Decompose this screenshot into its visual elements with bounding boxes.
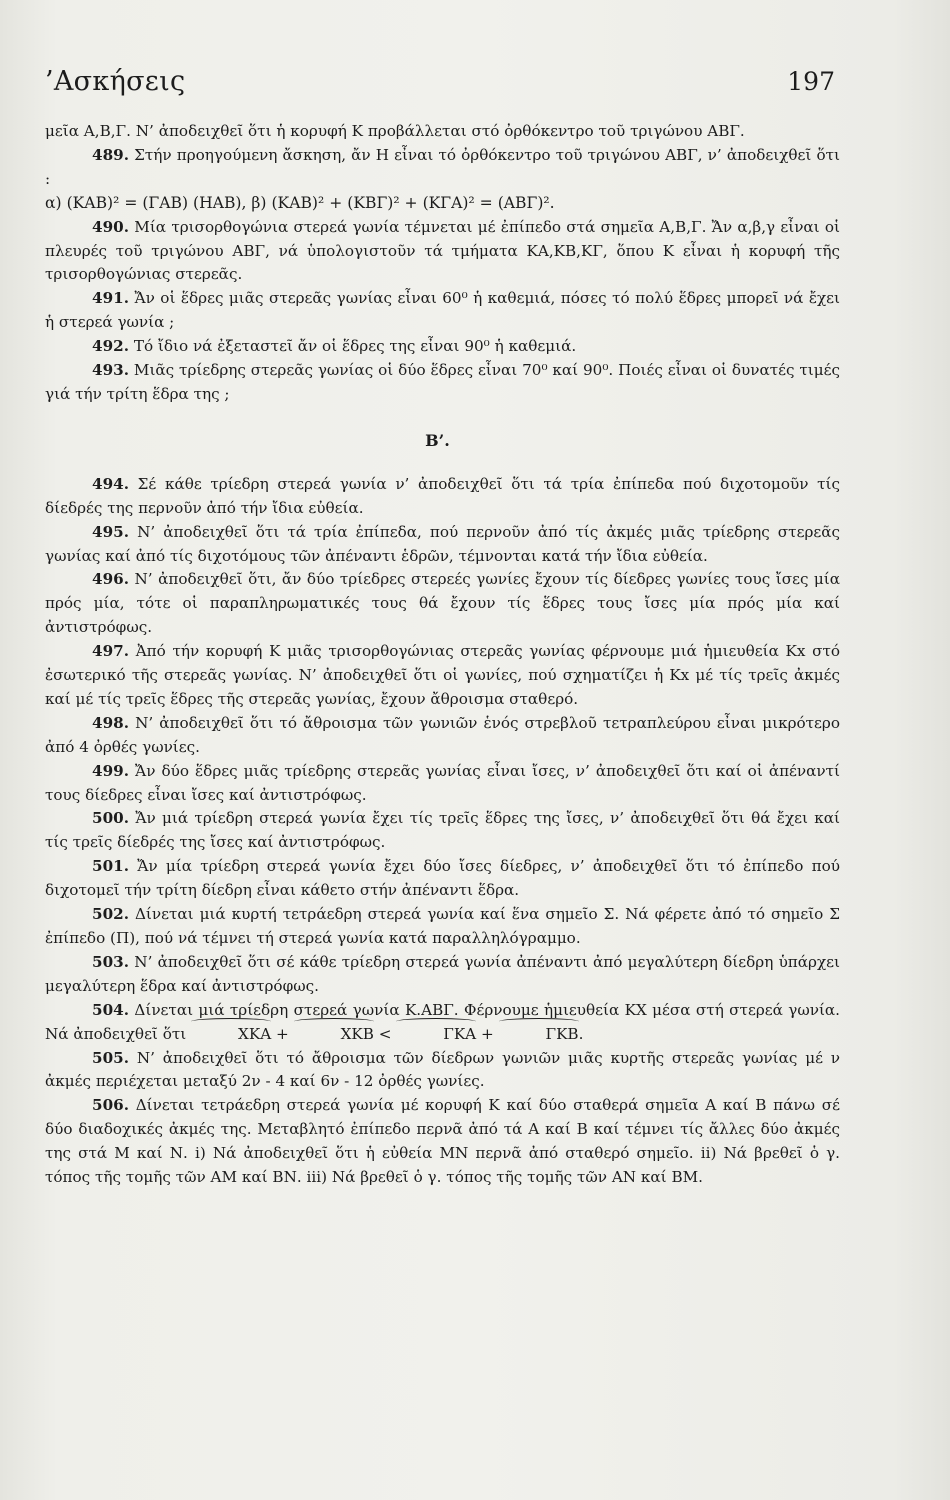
page-header: [45, 66, 835, 97]
exercise-491: [45, 287, 840, 335]
exercise-number: 501.: [92, 857, 129, 876]
exercise-text: Στήν προηγούμενη ἄσκηση, ἄν Η εἶναι τό ὀρθόκεντρο τοῦ τριγώνου ΑΒΓ, ν’ ἀποδειχθεῖ ὅτι :: [45, 145, 840, 188]
angle-xkb: ΧΚΒ: [294, 1023, 374, 1047]
exercise-499: [45, 760, 840, 808]
operator-plus: +: [271, 1024, 294, 1043]
exercise-503: [45, 951, 840, 999]
exercise-text: Ἀπό τήν κορυφή Κ μιᾶς τρισορθογώνιας στερεᾶς γωνίας φέρνουμε μιά ἡμιευθεία Κx στό ἐσωτερικό τῆς στερεᾶς γωνίας. Ν’ ἀποδειχθεῖ ὅτι οἱ γωνίες, πού σχηματίζει ἡ Κx μέ τίς τρεῖς ἀκμές καί μέ τίς τρεῖς ἕδρες τῆς στερεᾶς γωνίας, ἔχουν ἄθροισμα σταθερό.: [45, 642, 841, 708]
angle-gka: ΓΚΑ: [396, 1023, 476, 1047]
exercise-number: 492.: [92, 337, 129, 356]
operator-less: <: [373, 1024, 397, 1043]
exercise-497: [45, 640, 840, 712]
exercise-text: Δίνεται τετράεδρη στερεά γωνία μέ κορυφή Κ καί δύο σταθερά σημεῖα Α καί Β πάνω σέ δύο διαδοχικές ἀκμές της. Μεταβλητό ἐπίπεδο περνᾶ ἀπό τά Α καί Β καί τέμνει τίς ἄλλες δύο ἀκμές της στά Μ καί Ν. i) Νά ἀποδειχθεῖ ὅτι ἡ εὐθεία ΜΝ περνᾶ ἀπό σταθερό σημεῖο. ii) Νά βρεθεῖ ὁ γ. τόπος τῆς τομῆς τῶν ΑΜ καί ΒΝ. iii) Νά βρεθεῖ ὁ γ. τόπος τῆς τομῆς τῶν ΑΝ καί ΒΜ.: [45, 1096, 840, 1187]
angle-xka: ΧΚΑ: [191, 1023, 271, 1047]
operator-plus: +: [476, 1024, 499, 1043]
exercise-number: 490.: [92, 217, 129, 236]
exercise-505: [45, 1047, 840, 1095]
exercise-number: 505.: [92, 1048, 129, 1067]
exercise-number: 489.: [92, 145, 129, 164]
exercise-number: 503.: [92, 952, 129, 971]
exercise-number: 502.: [92, 905, 129, 924]
exercise-text: Μία τρισορθογώνια στερεά γωνία τέμνεται μέ ἐπίπεδο στά σημεῖα Α,Β,Γ. Ἄν α,β,γ εἶναι οἱ πλευρές τοῦ τριγώνου ΑΒΓ, νά ὑπολογιστοῦν τά τμήματα ΚΑ,ΚΒ,ΚΓ, ὅπου Κ εἶναι ἡ κορυφή τῆς τρισορθογώνιας στερεᾶς.: [45, 217, 841, 284]
exercise-text: Σέ κάθε τρίεδρη στερεά γωνία ν’ ἀποδειχθεῖ ὅτι τά τρία ἐπίπεδα πού διχοτομοῦν τίς δίεδρές της περνοῦν ἀπό τήν ἴδια εὐθεία.: [45, 474, 840, 517]
angle-gkb: ΓΚΒ: [499, 1023, 579, 1047]
equation-b: β) (ΚΑΒ)² + (ΚΒΓ)² + (ΚΓΑ)² = (ΑΒΓ)².: [251, 193, 555, 212]
exercise-text: Ν’ ἀποδειχθεῖ ὅτι τό ἄθροισμα τῶν δίεδρων γωνιῶν μιᾶς κυρτῆς στερεᾶς γωνίας μέ ν ἀκμές περιέχεται μεταξύ 2ν - 4 καί 6ν - 12 ὀρθές γωνίες.: [45, 1048, 840, 1091]
exercise-number: 493.: [92, 361, 129, 380]
exercise-text: Ἄν οἱ ἕδρες μιᾶς στερεᾶς γωνίας εἶναι 60⁰ ἡ καθεμιά, πόσες τό πολύ ἕδρες μπορεῖ νά ἔχει ἡ στερεά γωνία ;: [45, 289, 840, 332]
exercise-number: 500.: [92, 809, 129, 828]
exercise-text: Δίνεται μιά τρίεδρη στερεά γωνία Κ.ΑΒΓ. Φέρνουμε ἡμιευθεία ΚΧ μέσα στή στερεά γωνία. Νά ἀποδειχθεῖ ὅτι: [45, 1000, 840, 1043]
exercise-text: Ν’ ἀποδειχθεῖ ὅτι τά τρία ἐπίπεδα, πού περνοῦν ἀπό τίς ἀκμές μιᾶς τρίεδρης στερεᾶς γωνίας καί ἀπό τίς διχοτόμους τῶν ἀπέναντι ἑδρῶν, τέμνονται κατά τήν ἴδια εὐθεία.: [45, 522, 841, 565]
exercise-number: 506.: [92, 1096, 129, 1115]
exercise-498: [45, 712, 840, 760]
exercise-number: 497.: [92, 642, 129, 661]
exercise-492: [45, 335, 840, 359]
exercise-504: [45, 999, 840, 1047]
exercise-text: Ἄν μία τρίεδρη στερεά γωνία ἔχει δύο ἴσες δίεδρες, ν’ ἀποδειχθεῖ ὅτι τό ἐπίπεδο πού διχοτομεῖ τήν τρίτη δίεδρη εἶναι κάθετο στήν ἀπέναντι ἕδρα.: [45, 857, 841, 900]
exercise-text: Ἄν δύο ἕδρες μιᾶς τρίεδρης στερεᾶς γωνίας εἶναι ἴσες, ν’ ἀποδειχθεῖ ὅτι καί οἱ ἀπέναντί τους δίεδρες εἶναι ἴσες καί ἀντιστρόφως.: [45, 761, 840, 804]
exercise-text: Ν’ ἀποδειχθεῖ ὅτι τό ἄθροισμα τῶν γωνιῶν ἑνός στρεβλοῦ τετραπλεύρου εἶναι μικρότερο ἀπό 4 ὀρθές γωνίες.: [45, 713, 840, 756]
exercise-number: 495.: [92, 522, 129, 541]
exercise-text: Τό ἴδιο νά ἐξεταστεῖ ἄν οἱ ἕδρες της εἶναι 90⁰ ἡ καθεμιά.: [133, 337, 577, 356]
running-title: ’Ασκήσεις: [45, 66, 186, 97]
exercise-number: 504.: [92, 1000, 129, 1019]
exercise-text: Ν’ ἀποδειχθεῖ ὅτι, ἄν δύο τρίεδρες στερεές γωνίες ἔχουν τίς δίεδρες γωνίες τους ἴσες μία πρός μία, τότε οἱ παραπληρωματικές τους θά ἔχουν τίς ἕδρες τους ἴσες μία πρός μία καί ἀντιστρόφως.: [45, 570, 841, 637]
exercise-495: [45, 521, 840, 569]
exercise-number: 494.: [92, 474, 129, 493]
exercise-493: [45, 359, 840, 407]
paragraph-continuation: μεῖα Α,Β,Γ. Ν’ ἀποδειχθεῖ ὅτι ἡ κορυφή Κ προβάλλεται στό ὀρθόκεντρο τοῦ τριγώνου ΑΒΓ.: [45, 122, 745, 140]
exercise-496: [45, 568, 840, 640]
exercise-490: [45, 216, 840, 288]
exercises-body: [45, 120, 840, 1190]
exercise-502: [45, 903, 840, 951]
exercise-number: 496.: [92, 570, 129, 589]
equation-a: α) (ΚΑΒ)² = (ΓΑΒ) (ΗΑΒ),: [45, 193, 247, 212]
exercise-501: [45, 855, 840, 903]
exercise-text: Ἄν μιά τρίεδρη στερεά γωνία ἔχει τίς τρεῖς ἕδρες της ἴσες, ν’ ἀποδειχθεῖ ὅτι θά ἔχει καί τίς τρεῖς δίεδρές της ἴσες καί ἀντιστρόφως.: [45, 809, 841, 852]
exercise-text: Ν’ ἀποδειχθεῖ ὅτι σέ κάθε τρίεδρη στερεά γωνία ἀπέναντι ἀπό μεγαλύτερη δίεδρη ὑπάρχει μεγαλύτερη ἕδρα καί ἀντιστρόφως.: [45, 952, 840, 995]
sentence-end: .: [578, 1024, 584, 1043]
exercise-number: 499.: [92, 761, 129, 780]
exercise-number: 498.: [92, 713, 129, 732]
exercise-text: Μιᾶς τρίεδρης στερεᾶς γωνίας οἱ δύο ἕδρες εἶναι 70⁰ καί 90⁰. Ποιές εἶναι οἱ δυνατές τιμές γιά τήν τρίτη ἕδρα της ;: [45, 361, 840, 403]
page-number: 197: [787, 67, 835, 96]
exercise-text: Δίνεται μιά κυρτή τετράεδρη στερεά γωνία καί ἕνα σημεῖο Σ. Νά φέρετε ἀπό τό σημεῖο Σ ἐπίπεδο (Π), πού νά τέμνει τή στερεά γωνία κατά παραλληλόγραμμο.: [45, 905, 841, 947]
section-heading: Β’.: [425, 430, 450, 450]
exercise-506: [45, 1094, 840, 1190]
exercise-494: [45, 473, 840, 521]
exercise-489: [45, 144, 840, 192]
equation-line: [45, 192, 840, 216]
exercise-500: [45, 807, 840, 855]
exercise-number: 491.: [92, 289, 129, 308]
